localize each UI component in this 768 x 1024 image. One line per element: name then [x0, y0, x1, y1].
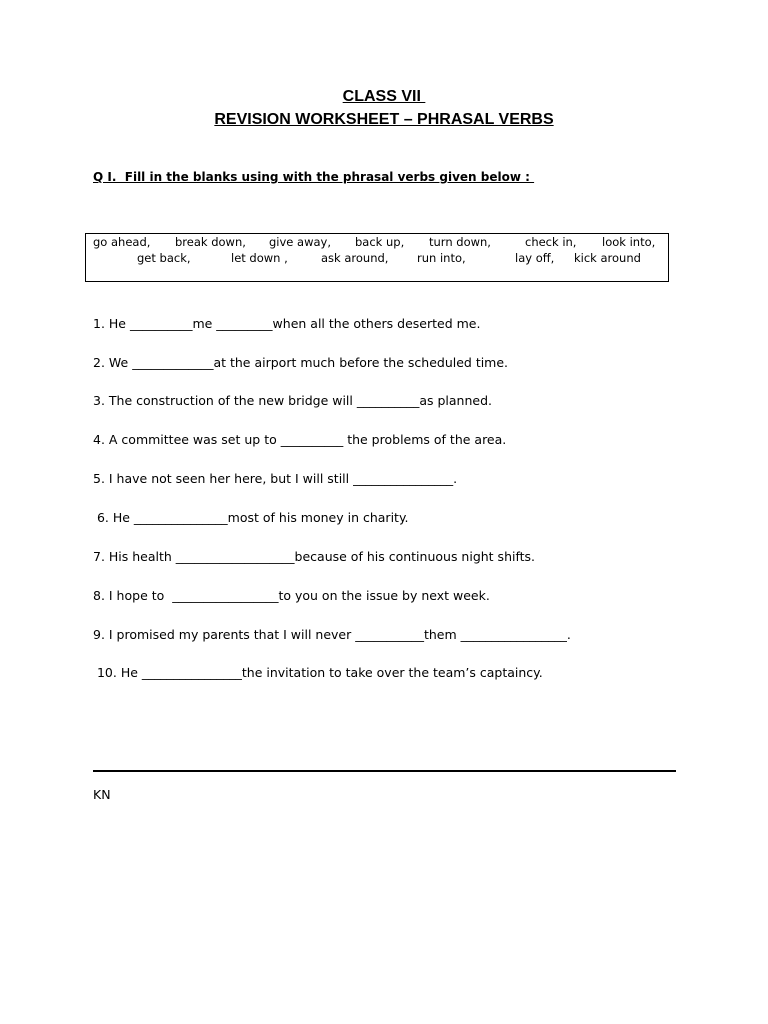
question-item: 1. He __________me _________when all the others deserted me. — [93, 316, 481, 331]
verb-word: get back, — [137, 251, 191, 265]
verb-word: look into, — [602, 235, 656, 249]
verb-word: give away, — [269, 235, 331, 249]
verb-word: let down , — [231, 251, 288, 265]
question-item: 8. I hope to _________________to you on the issue by next week. — [93, 588, 490, 603]
question-item: 2. We _____________at the airport much before the scheduled time. — [93, 355, 509, 370]
author-initials: KN — [93, 787, 111, 802]
verb-word: back up, — [355, 235, 405, 249]
verb-word: run into, — [417, 251, 466, 265]
verb-word: ask around, — [321, 251, 389, 265]
question-item: 5. I have not seen her here, but I will still ________________. — [93, 471, 458, 486]
verb-word: check in, — [525, 235, 577, 249]
verb-word: lay off, — [515, 251, 555, 265]
question-item: 9. I promised my parents that I will never ___________them _________________. — [93, 627, 571, 642]
question-instruction: Q I. Fill in the blanks using with the phrasal verbs given below : — [93, 170, 535, 184]
question-item: 10. He ________________the invitation to take over the team’s captaincy. — [93, 665, 543, 680]
class-title: CLASS VII — [342, 88, 426, 105]
phrasal-verbs-box — [85, 233, 669, 282]
question-item: 3. The construction of the new bridge will __________as planned. — [93, 393, 492, 408]
footer-divider — [93, 770, 676, 772]
worksheet-title: REVISION WORKSHEET – PHRASAL VERBS — [214, 111, 554, 128]
question-item: 4. A committee was set up to __________ the problems of the area. — [93, 432, 507, 447]
question-item: 6. He _______________most of his money in charity. — [93, 510, 409, 525]
verb-word: break down, — [175, 235, 246, 249]
verb-word: kick around — [574, 251, 641, 265]
question-item: 7. His health ___________________because of his continuous night shifts. — [93, 549, 536, 564]
verb-word: go ahead, — [93, 235, 151, 249]
verb-word: turn down, — [429, 235, 491, 249]
